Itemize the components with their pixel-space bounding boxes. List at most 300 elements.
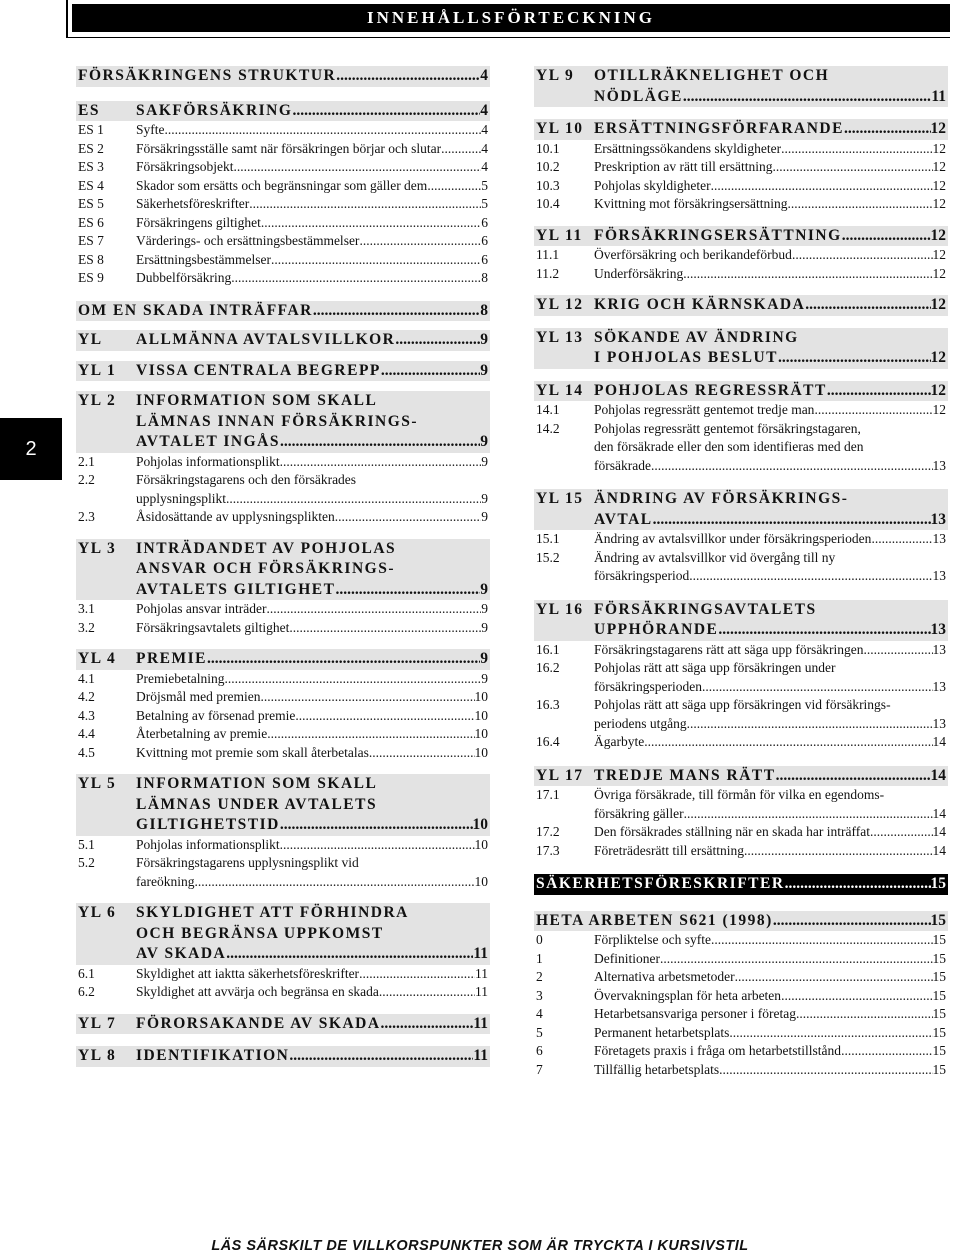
section-title xyxy=(594,66,946,87)
page-number: 13 xyxy=(932,531,946,546)
page-number: 9 xyxy=(481,453,488,469)
section-title xyxy=(136,795,488,816)
toc-entry[interactable] xyxy=(534,177,948,196)
section-title-text: SÄKERHETSFÖRESKRIFTER xyxy=(536,875,785,892)
entry-title xyxy=(594,823,946,842)
section-title xyxy=(594,600,946,621)
entry-text: Tillfällig hetarbetsplats xyxy=(594,1061,720,1077)
entry-code: 6.2 xyxy=(78,984,95,999)
toc-entry[interactable] xyxy=(76,177,490,196)
section-code: YL 6 xyxy=(78,904,117,921)
section-title xyxy=(594,328,946,349)
entry-text: Pohjolas rätt att säga upp försäkringen under xyxy=(594,660,836,675)
section-title-text: AVTALETS GILTIGHET xyxy=(136,580,336,598)
section-title-text: UPPHÖRANDE xyxy=(594,621,719,638)
toc-entry[interactable] xyxy=(534,968,948,987)
entry-line xyxy=(594,931,946,950)
section-heading[interactable] xyxy=(534,489,948,530)
toc-entry[interactable] xyxy=(534,931,948,950)
entry-title xyxy=(136,744,488,763)
entry-title xyxy=(594,786,946,823)
page-number: 11 xyxy=(473,945,488,962)
page-number: 12 xyxy=(932,402,946,417)
dot-leader xyxy=(381,1014,474,1035)
section-code: YL 1 xyxy=(78,361,117,379)
title-frame xyxy=(66,0,950,38)
toc-entry[interactable] xyxy=(534,659,948,696)
section-heading[interactable] xyxy=(534,911,948,932)
toc-entry[interactable] xyxy=(76,619,490,638)
entry-line xyxy=(136,177,488,196)
entry-code: 5.2 xyxy=(78,855,95,870)
section-title xyxy=(136,391,488,412)
dot-leader xyxy=(207,649,480,670)
entry-text: Skador som ersätts och begränsningar som gäller dem xyxy=(136,177,428,193)
toc-entry[interactable] xyxy=(76,453,490,472)
section-heading[interactable] xyxy=(76,539,490,601)
entry-line xyxy=(136,688,488,707)
dot-leader xyxy=(653,510,931,531)
section-heading[interactable] xyxy=(534,328,948,369)
section-title xyxy=(136,361,488,382)
section-title xyxy=(594,119,946,140)
toc-entry[interactable] xyxy=(76,140,490,159)
entry-text: Skyldighet att iaktta säkerhetsföreskrifter xyxy=(136,965,360,981)
dot-leader xyxy=(280,815,473,836)
dot-leader xyxy=(271,251,481,270)
dot-leader xyxy=(359,965,475,984)
section-heading[interactable] xyxy=(534,295,948,316)
section-code: YL 16 xyxy=(536,600,584,618)
entry-code: 15.1 xyxy=(536,531,560,546)
page-number: 11 xyxy=(473,1047,488,1064)
entry-code: 6 xyxy=(536,1043,543,1058)
toc-section xyxy=(534,489,948,586)
entry-line xyxy=(594,246,946,265)
toc-entry[interactable] xyxy=(534,950,948,969)
section-title-text: I POHJOLAS BESLUT xyxy=(594,349,778,366)
section-title-text: SAKFÖRSÄKRING xyxy=(136,101,293,119)
entry-code: 2 xyxy=(536,969,543,984)
section-title xyxy=(594,766,946,787)
entry-code: ES 6 xyxy=(78,214,104,230)
entry-line xyxy=(594,457,946,476)
toc-entry[interactable] xyxy=(534,987,948,1006)
entry-line xyxy=(594,567,946,586)
toc-section xyxy=(534,766,948,861)
toc-entry[interactable] xyxy=(76,707,490,726)
entry-line xyxy=(136,836,488,855)
entry-title xyxy=(594,659,946,696)
entry-text: Syfte xyxy=(136,122,165,137)
heading-line xyxy=(78,391,488,412)
section-title xyxy=(136,774,488,795)
heading-line xyxy=(78,301,488,322)
dot-leader xyxy=(226,490,481,509)
page-number: 15 xyxy=(932,987,946,1003)
entry-title xyxy=(594,177,946,196)
section-heading[interactable] xyxy=(534,381,948,402)
page-number: 12 xyxy=(932,265,946,281)
page-number: 13 xyxy=(932,457,946,473)
entry-code: 10.1 xyxy=(536,140,560,156)
dot-leader xyxy=(772,158,932,177)
toc-entry[interactable] xyxy=(534,420,948,476)
toc-entry[interactable] xyxy=(76,670,490,689)
entry-line xyxy=(136,214,488,233)
toc-section xyxy=(534,226,948,284)
entry-line xyxy=(136,158,488,177)
section-title xyxy=(136,432,488,453)
entry-title xyxy=(594,420,946,476)
entry-code: 3 xyxy=(536,987,543,1003)
toc-entry[interactable] xyxy=(76,269,490,288)
entry-text: Åsidosättande av upplysningsplikten xyxy=(136,509,335,524)
toc-entry[interactable] xyxy=(534,140,948,159)
page-number: 12 xyxy=(932,177,946,193)
heading-line xyxy=(78,1014,488,1035)
heading-line xyxy=(78,432,488,453)
heading-line xyxy=(536,911,946,932)
toc-entry[interactable] xyxy=(534,246,948,265)
entry-code: ES 4 xyxy=(78,177,104,193)
entry-text: Förpliktelse och syfte xyxy=(594,932,711,947)
section-title-text: PREMIE xyxy=(136,650,207,667)
section-heading[interactable] xyxy=(534,600,948,641)
page-number: 9 xyxy=(481,490,488,506)
section-title-text: AVTAL xyxy=(594,510,653,528)
section-title-text: FÖRORSAKANDE AV SKADA xyxy=(136,1014,381,1032)
entry-line xyxy=(594,140,946,159)
page-number: 4 xyxy=(480,67,488,84)
page-number: 6 xyxy=(481,214,488,230)
dot-leader xyxy=(776,766,931,787)
entry-line xyxy=(136,670,488,689)
section-title-text: TREDJE MANS RÄTT xyxy=(594,766,776,784)
section-title-text: HETA ARBETEN S621 (1998) xyxy=(536,911,773,929)
section-title xyxy=(136,903,488,924)
section-heading[interactable] xyxy=(76,361,490,382)
entry-line xyxy=(136,508,488,527)
toc-entry[interactable] xyxy=(534,1061,948,1080)
section-title-text: LÄMNAS UNDER AVTALETS xyxy=(136,795,378,813)
page-number: 15 xyxy=(930,875,946,892)
entry-text: Ändring av avtalsvillkor vid övergång till ny xyxy=(594,549,836,565)
page-number: 13 xyxy=(930,621,946,638)
toc-entry[interactable] xyxy=(76,251,490,270)
entry-line xyxy=(136,195,488,214)
page-number: 14 xyxy=(930,766,946,784)
heading-line xyxy=(536,328,946,349)
section-heading[interactable] xyxy=(76,330,490,351)
entry-title xyxy=(136,140,488,159)
section-title xyxy=(594,510,946,531)
toc-section xyxy=(534,911,948,1080)
section-heading[interactable] xyxy=(76,649,490,670)
section-heading[interactable] xyxy=(76,1046,490,1067)
toc-section xyxy=(534,381,948,476)
entry-line xyxy=(594,549,946,568)
entry-title xyxy=(594,842,946,861)
section-heading[interactable] xyxy=(76,903,490,965)
toc-section xyxy=(76,391,490,527)
dot-leader xyxy=(842,226,931,247)
entry-title xyxy=(594,733,946,752)
dot-leader xyxy=(689,567,932,586)
section-code: YL 5 xyxy=(78,775,117,792)
heading-line xyxy=(536,381,946,402)
section-heading[interactable] xyxy=(534,119,948,140)
toc-entry[interactable] xyxy=(534,158,948,177)
entry-title xyxy=(136,158,488,177)
entry-text: Företagets praxis i fråga om hetarbetstillstånd xyxy=(594,1043,842,1058)
entry-line xyxy=(594,733,946,752)
toc-entry[interactable] xyxy=(534,530,948,549)
toc-entry[interactable] xyxy=(76,214,490,233)
entry-line xyxy=(136,140,488,159)
dot-leader xyxy=(335,580,480,601)
page-number: 13 xyxy=(932,678,946,694)
toc-entry[interactable] xyxy=(76,965,490,984)
dot-leader xyxy=(427,177,481,196)
entry-title xyxy=(136,854,488,891)
section-title-text: AVTALET INGÅS xyxy=(136,433,280,450)
dot-leader xyxy=(827,381,931,402)
page-number: 9 xyxy=(480,331,488,348)
entry-line xyxy=(136,983,488,1002)
entry-text: Försäkringsobjekt xyxy=(136,159,234,174)
dot-leader xyxy=(313,301,480,322)
entry-text: Underförsäkring xyxy=(594,265,684,281)
section-heading[interactable] xyxy=(534,226,948,247)
toc-entry[interactable] xyxy=(534,696,948,733)
entry-code: ES 1 xyxy=(78,122,104,137)
entry-text: Pohjolas informationsplikt xyxy=(136,453,280,469)
entry-code: 3.1 xyxy=(78,601,95,616)
dot-leader xyxy=(369,744,475,763)
entry-code: 17.2 xyxy=(536,824,560,839)
entry-text: Alternativa arbetsmetoder xyxy=(594,969,735,984)
toc-section xyxy=(534,119,948,214)
page-number: 12 xyxy=(930,226,946,244)
dot-leader xyxy=(644,733,932,752)
entry-code: 17.1 xyxy=(536,787,560,802)
dot-leader xyxy=(796,1005,932,1024)
dot-leader xyxy=(711,177,933,196)
page-number: 11 xyxy=(475,984,488,999)
section-title xyxy=(136,1014,488,1035)
toc-entry[interactable] xyxy=(534,1042,948,1061)
dot-leader xyxy=(718,620,930,641)
page-number: 10 xyxy=(472,816,488,833)
entry-text: Försäkringsavtalets giltighet xyxy=(136,619,290,635)
entry-code: 4 xyxy=(536,1006,543,1021)
entry-text: Pohjolas ansvar inträder xyxy=(136,601,267,616)
dot-leader xyxy=(773,911,931,932)
heading-line xyxy=(536,226,946,247)
section-title xyxy=(136,649,488,670)
toc-entry[interactable] xyxy=(534,265,948,284)
entry-text: Försäkringstagarens och den försäkrades xyxy=(136,472,357,487)
section-title xyxy=(136,1046,488,1067)
section-code: YL 10 xyxy=(536,120,584,137)
dot-leader xyxy=(687,715,933,734)
toc-entry[interactable] xyxy=(534,1024,948,1043)
page-number: 9 xyxy=(480,580,488,598)
entry-text: Övriga försäkrade, till förmån för vilka en egendoms- xyxy=(594,787,885,802)
section-code: YL 9 xyxy=(536,67,575,84)
section-heading[interactable] xyxy=(76,101,490,122)
entry-text: Pohjolas informationsplikt xyxy=(136,836,280,852)
entry-line xyxy=(594,177,946,196)
toc-entry[interactable] xyxy=(534,549,948,586)
page-number: 10 xyxy=(474,689,488,704)
entry-title xyxy=(136,619,488,638)
entry-text: Den försäkrades ställning när en skada har inträffat xyxy=(594,824,871,839)
page-number: 4 xyxy=(481,140,488,156)
entry-text: Dubbelförsäkring xyxy=(136,270,232,285)
entry-line xyxy=(594,1005,946,1024)
entry-text: försäkring gäller xyxy=(594,805,684,821)
section-heading[interactable] xyxy=(534,66,948,107)
entry-line xyxy=(594,987,946,1006)
section-title xyxy=(136,539,488,560)
toc-entry[interactable] xyxy=(76,195,490,214)
entry-text: Preskription av rätt till ersättning xyxy=(594,159,773,174)
page-number: 9 xyxy=(481,601,488,616)
entry-title xyxy=(594,158,946,177)
section-code: ES xyxy=(78,101,100,119)
entry-title xyxy=(136,508,488,527)
section-title-text: INFORMATION SOM SKALL xyxy=(136,775,378,792)
dot-leader xyxy=(295,707,474,726)
toc-entry[interactable] xyxy=(76,836,490,855)
section-title xyxy=(136,559,488,580)
entry-text: Försäkringstagarens rätt att säga upp försäkringen xyxy=(594,641,864,657)
section-heading[interactable] xyxy=(76,1014,490,1035)
entry-code: 0 xyxy=(536,932,543,947)
dot-leader xyxy=(234,158,482,177)
toc-entry[interactable] xyxy=(534,786,948,823)
dot-leader xyxy=(280,836,475,855)
entry-title xyxy=(136,965,488,984)
entry-text: Premiebetalning xyxy=(136,670,225,686)
toc-entry[interactable] xyxy=(534,733,948,752)
dot-leader xyxy=(280,432,480,453)
section-code: YL 4 xyxy=(78,650,117,667)
toc-entry[interactable] xyxy=(76,688,490,707)
entry-title xyxy=(594,246,946,265)
entry-title xyxy=(136,471,488,508)
toc-section xyxy=(534,66,948,107)
entry-code: 2.3 xyxy=(78,509,95,524)
dot-leader xyxy=(260,688,474,707)
heading-line xyxy=(78,101,488,122)
page-number: 4 xyxy=(480,101,488,119)
toc-section xyxy=(76,1046,490,1067)
toc-entry[interactable] xyxy=(76,471,490,508)
dot-leader xyxy=(870,823,932,842)
toc-right-column xyxy=(534,66,948,1093)
entry-title xyxy=(594,195,946,214)
section-title xyxy=(536,874,946,895)
section-title-text: INFORMATION SOM SKALL xyxy=(136,392,378,409)
entry-text: försäkrade xyxy=(594,457,651,473)
toc-section xyxy=(76,101,490,288)
toc-entry[interactable] xyxy=(76,854,490,891)
entry-line xyxy=(594,641,946,660)
page-number: 8 xyxy=(481,270,488,285)
page-number: 5 xyxy=(481,196,488,211)
section-code: YL 13 xyxy=(536,328,584,346)
toc-entry[interactable] xyxy=(76,232,490,251)
entry-title xyxy=(594,1024,946,1043)
heading-line xyxy=(536,87,946,108)
entry-line xyxy=(594,968,946,987)
toc-entry[interactable] xyxy=(534,641,948,660)
toc-entry[interactable] xyxy=(534,842,948,861)
page-number: 10 xyxy=(474,707,488,723)
entry-line xyxy=(136,269,488,288)
section-heading[interactable] xyxy=(534,766,948,787)
entry-code: 2.1 xyxy=(78,453,95,469)
entry-title xyxy=(594,265,946,284)
toc-entry[interactable] xyxy=(76,121,490,140)
section-title xyxy=(594,295,946,316)
section-heading[interactable] xyxy=(76,774,490,836)
entry-line xyxy=(594,805,946,824)
entry-line xyxy=(136,490,488,509)
toc-entry[interactable] xyxy=(76,983,490,1002)
entry-line xyxy=(594,1024,946,1043)
section-heading[interactable] xyxy=(76,391,490,453)
heading-line xyxy=(78,361,488,382)
entry-text: periodens utgång xyxy=(594,715,687,731)
toc-entry[interactable] xyxy=(76,744,490,763)
toc-entry[interactable] xyxy=(534,401,948,420)
toc-entry[interactable] xyxy=(76,158,490,177)
heading-line xyxy=(78,924,488,945)
entry-title xyxy=(136,251,488,270)
entry-title xyxy=(136,453,488,472)
toc-entry[interactable] xyxy=(76,600,490,619)
dot-leader xyxy=(335,508,482,527)
toc-entry[interactable] xyxy=(534,823,948,842)
entry-text: Pohjolas regressrätt gentemot tredje man xyxy=(594,402,815,417)
entry-title xyxy=(136,214,488,233)
entry-title xyxy=(594,987,946,1006)
section-code: YL 15 xyxy=(536,490,584,507)
entry-text: Försäkringsställe samt när försäkringen börjar och slutar xyxy=(136,140,442,156)
entry-title xyxy=(136,707,488,726)
page-number: 10 xyxy=(474,836,488,852)
page-number: 8 xyxy=(480,301,488,319)
entry-line xyxy=(594,438,946,457)
entry-text: Betalning av försenad premie xyxy=(136,707,296,723)
page-number: 11 xyxy=(931,87,946,105)
entry-code: 10.2 xyxy=(536,159,560,174)
entry-title xyxy=(594,549,946,586)
toc-entry[interactable] xyxy=(534,1005,948,1024)
entry-title xyxy=(594,696,946,733)
entry-title xyxy=(594,641,946,660)
toc-entry[interactable] xyxy=(76,508,490,527)
section-heading[interactable] xyxy=(76,301,490,322)
section-heading[interactable] xyxy=(76,66,490,87)
section-heading[interactable] xyxy=(534,874,948,895)
toc-entry[interactable] xyxy=(534,195,948,214)
toc-entry[interactable] xyxy=(76,725,490,744)
